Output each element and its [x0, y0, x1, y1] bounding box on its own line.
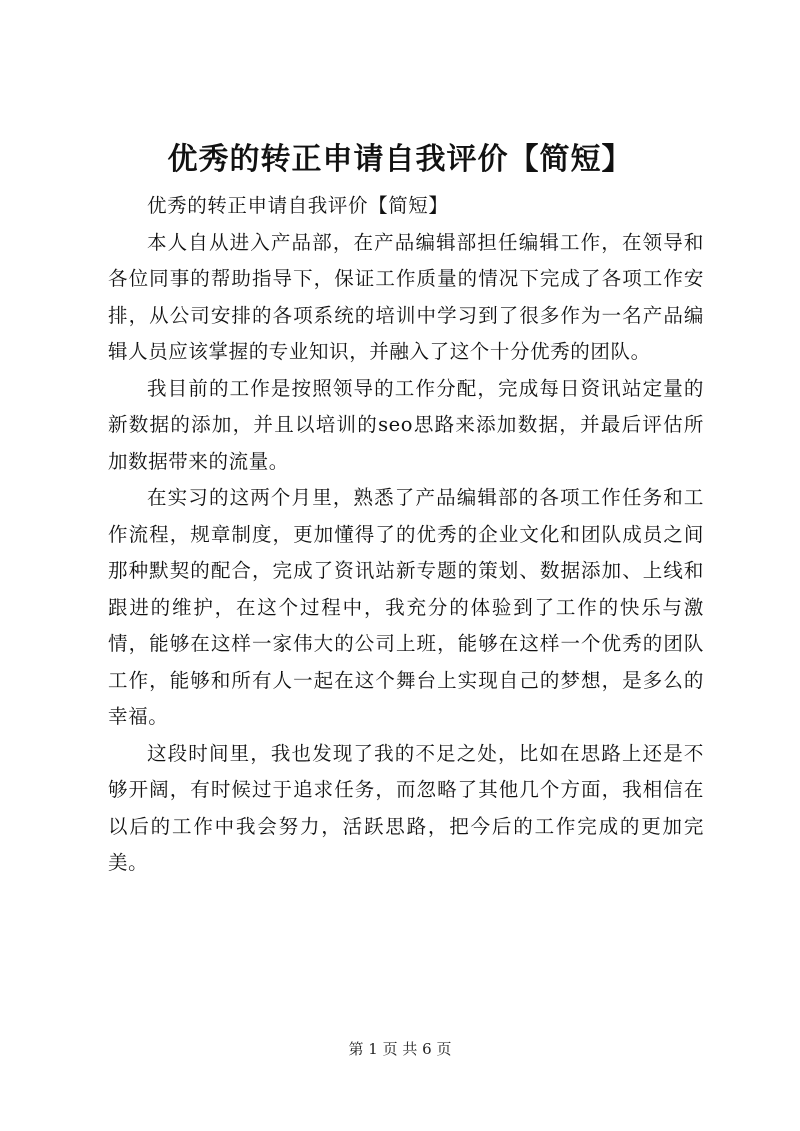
- document-body: [108, 188, 704, 882]
- page-number-footer: 第 1 页 共 6 页: [348, 1040, 452, 1058]
- body-paragraph: 本人自从进入产品部，在产品编辑部担任编辑工作，在领导和各位同事的帮助指导下，保证工作质量的情况下完成了各项工作安排，从公司安排的各项系统的培训中学习到了很多作为一名产品编辑人员应该掌握的专业知识，并融入了这个十分优秀的团队。: [108, 230, 704, 363]
- subtitle-paragraph: 优秀的转正申请自我评价【简短】: [147, 194, 449, 217]
- body-paragraph: 这段时间里，我也发现了我的不足之处，比如在思路上还是不够开阔，有时候过于追求任务，而忽略了其他几个方面，我相信在以后的工作中我会努力，活跃思路，把今后的工作完成的更加完美。: [108, 741, 704, 874]
- body-paragraph: 在实习的这两个月里，熟悉了产品编辑部的各项工作任务和工作流程，规章制度，更加懂得了的优秀的企业文化和团队成员之间那种默契的配合，完成了资讯站新专题的策划、数据添加、上线和跟进的维护，在这个过程中，我充分的体验到了工作的快乐与激情，能够在这样一家伟大的公司上班，能够在这样一个优秀的团队工作，能够和所有人一起在这个舞台上实现自己的梦想，是多么的幸福。: [108, 486, 704, 728]
- body-paragraph: 我目前的工作是按照领导的工作分配，完成每日资讯站定量的新数据的添加，并且以培训的seo思路来添加数据，并最后评估所加数据带来的流量。: [108, 376, 704, 473]
- document-title: 优秀的转正申请自我评价【简短】: [167, 142, 633, 177]
